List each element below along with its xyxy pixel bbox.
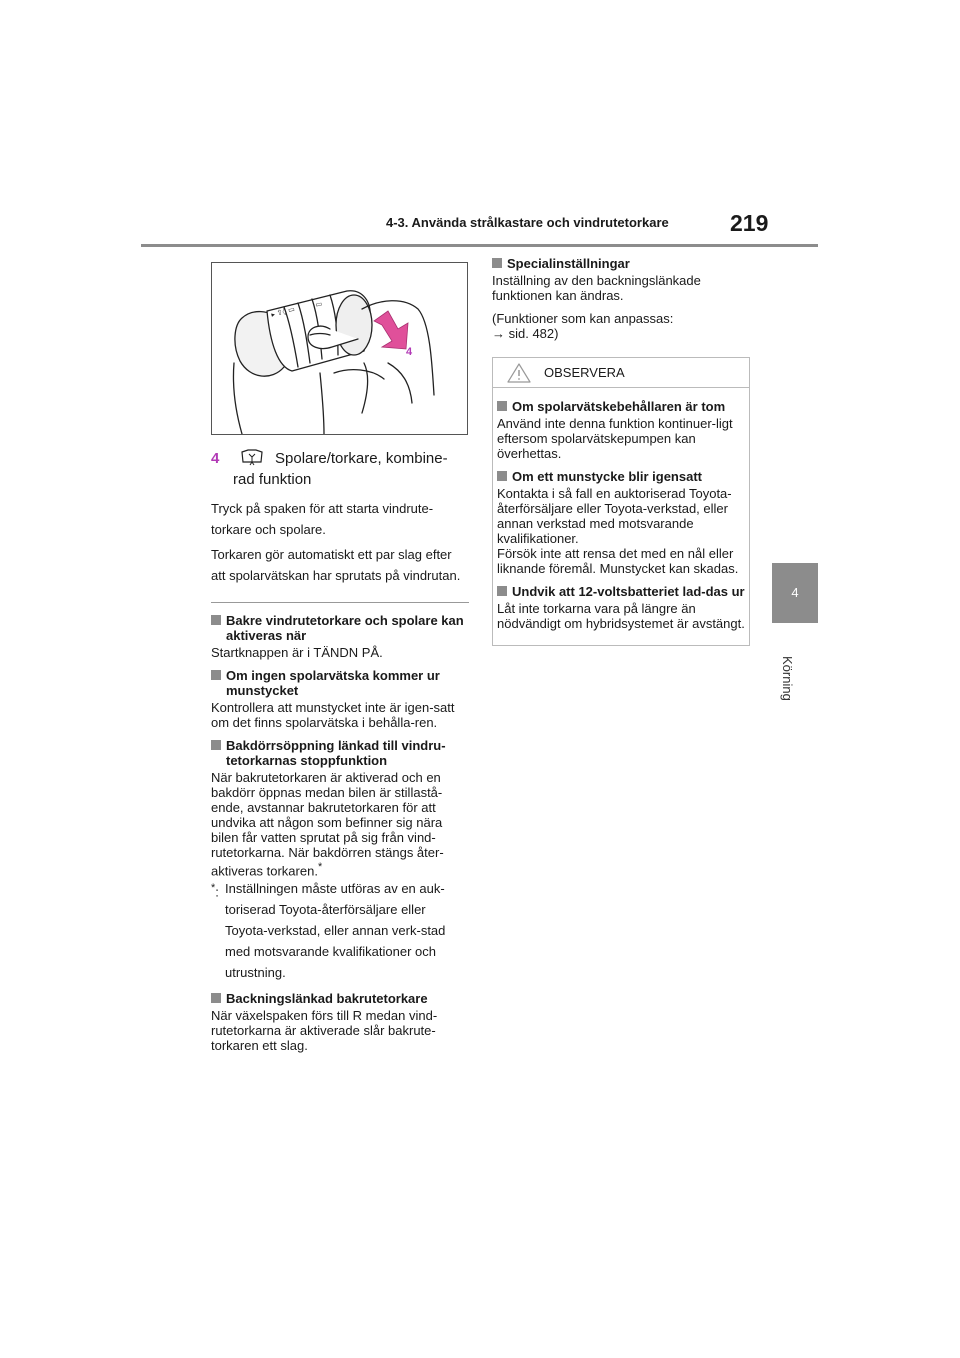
square-bullet-icon <box>497 401 507 411</box>
warning-triangle-icon <box>506 362 532 384</box>
square-bullet-icon <box>497 586 507 596</box>
section-heading: Bakre vindrutetorkare och spolare kan aktiveras när <box>211 613 469 643</box>
section-heading: Om spolarvätskebehållaren är tom <box>497 399 745 414</box>
section-heading: Undvik att 12-voltsbatteriet lad-das ur <box>497 584 745 599</box>
item-4-heading <box>211 448 469 469</box>
header-title: 4-3. Använda strålkastare och vindrutetorkare <box>386 215 669 230</box>
left-column <box>211 448 469 1061</box>
square-bullet-icon <box>211 740 221 750</box>
section-text: Använd inte denna funktion kontinuer-ligt eftersom spolarvätskepumpen kan överhettas. <box>497 416 733 461</box>
page-number: 219 <box>730 210 769 236</box>
item-paragraph: Torkaren gör automatiskt ett par slag efter att spolarvätskan har sprutats på vindrutan. <box>211 547 461 583</box>
section-heading: Specialinställningar <box>492 256 750 271</box>
section-text: Kontakta i så fall en auktoriserad Toyota-återförsäljare eller Toyota-verkstad, eller annan verkstad med motsvarande kvalifikationer. <box>497 486 732 546</box>
square-bullet-icon <box>211 615 221 625</box>
footnote-ref: * <box>317 861 323 873</box>
push-arrow <box>374 311 408 349</box>
observera-box <box>492 357 750 646</box>
washer-wiper-icon <box>239 448 265 466</box>
item-label-line1: Spolare/torkare, kombine- <box>275 450 448 467</box>
item-number: 4 <box>211 450 220 467</box>
square-bullet-icon <box>497 471 507 481</box>
section-text: Låt inte torkarna vara på längre än nödvändigt om hybridsystemet är avstängt. <box>497 601 745 631</box>
footnote: *: Inställningen måste utföras av en auk-toriserad Toyota-återförsäljare eller Toyota-verkstad, eller annan verk-stad med motsvarande kvalifikationer och utrustning. <box>211 881 446 981</box>
observera-title: OBSERVERA <box>544 365 625 380</box>
section-text: (Funktioner som kan anpassas: → sid. 482) <box>492 311 674 341</box>
svg-text:▭: ▭ <box>314 299 323 309</box>
item-paragraph: Tryck på spaken för att starta vindrute-torkare och spolare. <box>211 501 434 537</box>
section-heading: Om ingen spolarvätska kommer ur munstycket <box>211 668 469 698</box>
observera-body <box>493 388 749 645</box>
square-bullet-icon <box>211 993 221 1003</box>
square-bullet-icon <box>492 258 502 268</box>
section-text: När bakrutetorkaren är aktiverad och en bakdörr öppnas medan bilen är stillastå-ende, avstannar bakrutetorkaren för att undvika att någon som befinner sig nära bilen får vatten sprutat på sig från vind-rutetorkarna. När bakdörren stängs åter-aktiveras torkaren.* <box>211 770 444 879</box>
section-divider <box>211 602 469 603</box>
observera-header <box>493 358 749 388</box>
section-heading: Bakdörrsöppning länkad till vindru-tetorkarnas stoppfunktion <box>211 738 469 768</box>
section-heading: Om ett munstycke blir igensatt <box>497 469 745 484</box>
item-label-line2: rad funktion <box>233 471 312 488</box>
section-text: När växelspaken förs till R medan vind-rutetorkarna är aktiverade slår bakrute-torkaren ett slag. <box>211 1008 438 1054</box>
section-text: Kontrollera att munstycket inte är igen-satt om det finns spolarvätska i behålla-ren. <box>211 700 455 730</box>
section-text: Försök inte att rensa det med en nål eller liknande föremål. Munstycket kan skadas. <box>497 546 739 576</box>
section-text: Startknappen är i TÄNDN PÅ. <box>211 645 383 660</box>
section-heading: Backningslänkad bakrutetorkare <box>211 991 469 1006</box>
chapter-tab[interactable]: 4 <box>772 563 818 623</box>
wiper-lever-figure <box>211 262 468 435</box>
page-reference-link[interactable]: → sid. 482) <box>492 326 559 341</box>
wiper-lever-illustration <box>212 263 467 434</box>
right-column <box>492 256 750 646</box>
section-text: Inställning av den backningslänkade funktionen kan ändras. <box>492 273 701 303</box>
header-rule <box>141 244 818 247</box>
square-bullet-icon <box>211 670 221 680</box>
chapter-label: Körning <box>780 656 795 701</box>
svg-text:▸ ⇧◊ ▭: ▸ ⇧◊ ▭ <box>270 305 296 319</box>
figure-callout: 4 <box>406 346 413 358</box>
